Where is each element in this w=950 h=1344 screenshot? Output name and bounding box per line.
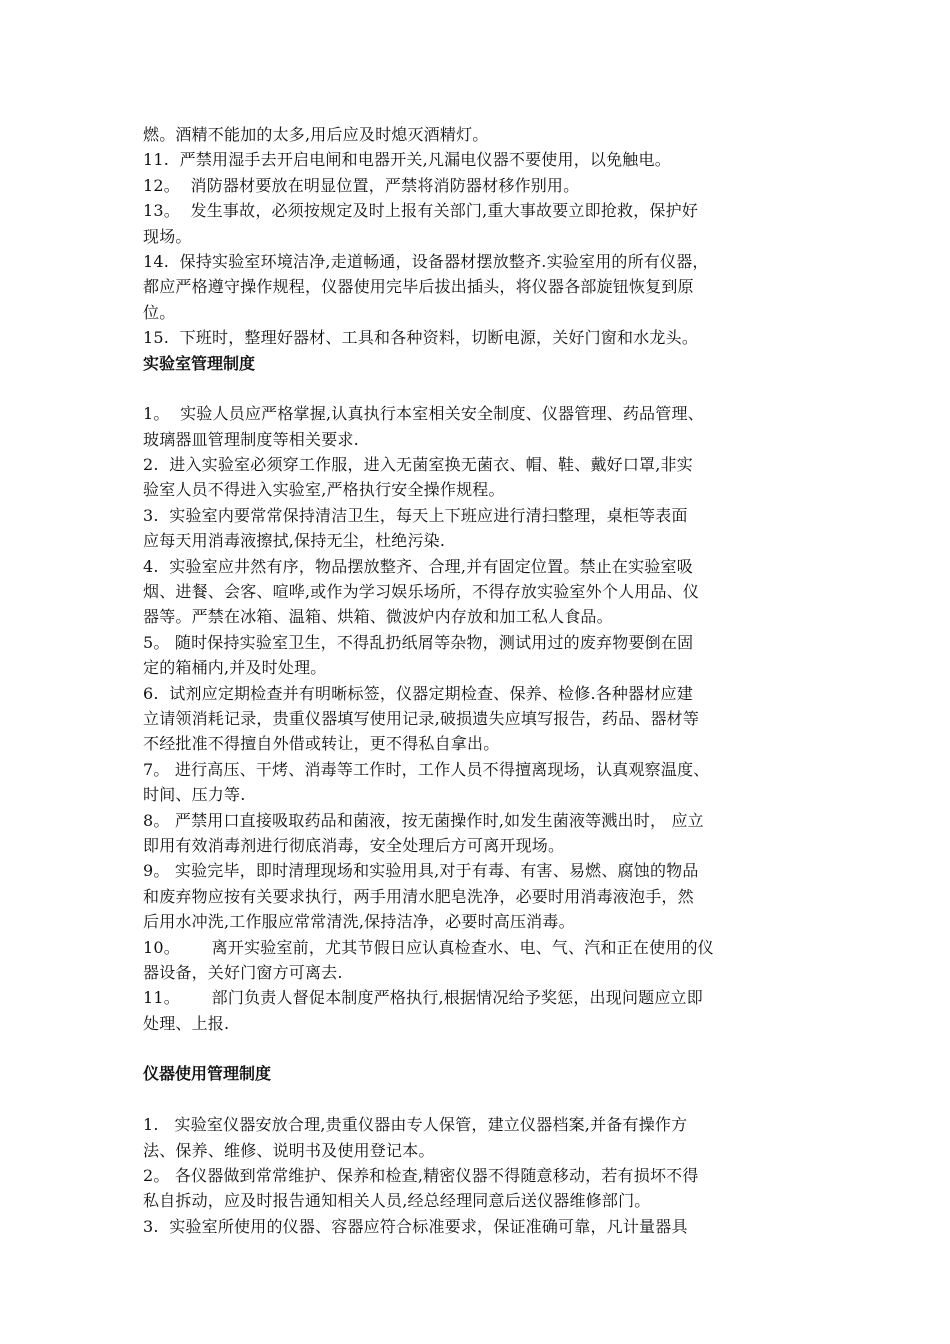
text-line: 器设备，关好门窗方可离去. xyxy=(143,962,343,982)
text-line: 15. 下班时，整理好器材、工具和各种资料，切断电源，关好门窗和水龙头。 xyxy=(143,328,699,348)
text-line: 4. 实验室应井然有序，物品摆放整齐、合理,并有固定位置。禁止在实验室吸 xyxy=(143,556,693,576)
text-line: 不经批准不得擅自外借或转让，更不得私自拿出。 xyxy=(143,734,500,754)
text-line: 8。 严禁用口直接吸取药品和菌液，按无菌操作时,如发生菌液等溅出时， 应立 xyxy=(143,810,704,830)
text-line: 定的箱桶内,并及时处理。 xyxy=(143,658,327,678)
text-line: 1. 实验室仪器安放合理,贵重仪器由专人保管，建立仪器档案,并备有操作方 xyxy=(143,1115,688,1135)
text-line: 14. 保持实验室环境洁净,走道畅通，设备器材摆放整齐.实验室用的所有仪器， xyxy=(143,251,709,271)
text-line: 3. 实验室内要常常保持清洁卫生，每天上下班应进行清扫整理，桌柜等表面 xyxy=(143,505,688,525)
spacer xyxy=(143,1087,823,1112)
section-safety-continued xyxy=(143,122,823,351)
text-line: 时间、压力等. xyxy=(143,785,246,805)
text-line: 器等。严禁在冰箱、温箱、烘箱、微波炉内存放和加工私人食品。 xyxy=(143,607,613,627)
text-line: 5。 随时保持实验室卫生，不得乱扔纸屑等杂物，测试用过的废弃物要倒在固 xyxy=(143,632,694,652)
text-line: 6. 试剂应定期检查并有明晰标签，仪器定期检查、保养、检修.各种器材应建 xyxy=(143,683,693,703)
text-line: 后用水冲洗,工作服应常常清洗,保持洁净，必要时高压消毒。 xyxy=(143,912,575,932)
text-line: 烟、进餐、会客、喧哗,或作为学习娱乐场所，不得存放实验室外个人用品、仪 xyxy=(143,582,700,602)
text-line: 立请领消耗记录，贵重仪器填写使用记录,破损遗失应填写报告，药品、器材等 xyxy=(143,708,700,728)
text-line: 11. 严禁用湿手去开启电闸和电器开关,凡漏电仪器不要使用，以免触电。 xyxy=(143,150,671,170)
text-line: 2. 进入实验室必须穿工作服，进入无菌室换无菌衣、帽、鞋、戴好口罩,非实 xyxy=(143,455,693,475)
section-title: 实验室管理制度 xyxy=(143,353,256,373)
text-line: 和废弃物应按有关要求执行，两手用清水肥皂洗净，必要时用消毒液泡手，然 xyxy=(143,886,694,906)
spacer xyxy=(143,1036,823,1061)
text-line: 11。 部门负责人督促本制度严格执行,根据情况给予奖惩，出现问题应立即 xyxy=(143,988,703,1008)
text-line: 即用有效消毒剂进行彻底消毒，安全处理后方可离开现场。 xyxy=(143,835,565,855)
text-line: 10。 离开实验室前，尤其节假日应认真检查水、电、气、汽和正在使用的仪 xyxy=(143,937,714,957)
text-line: 私自拆动，应及时报告通知相关人员,经总经理同意后送仪器维修部门。 xyxy=(143,1191,651,1211)
text-line: 13。 发生事故，必须按规定及时上报有关部门,重大事故要立即抢救，保护好 xyxy=(143,201,699,221)
text-line: 位。 xyxy=(143,302,176,322)
section-instrument-management xyxy=(143,1036,823,1239)
text-line: 应每天用消毒液擦拭,保持无尘，杜绝污染. xyxy=(143,531,446,551)
text-line: 处理、上报. xyxy=(143,1013,230,1033)
text-line: 3. 实验室所使用的仪器、容器应符合标准要求，保证准确可靠，凡计量器具 xyxy=(143,1216,688,1236)
text-line: 都应严格遵守操作规程，仪器使用完毕后拔出插头，将仪器各部旋钮恢复到原 xyxy=(143,277,694,297)
section-lab-management xyxy=(143,351,823,1037)
text-line: 燃。酒精不能加的太多,用后应及时熄灭酒精灯。 xyxy=(143,125,489,144)
spacer xyxy=(143,376,823,401)
text-line: 12。 消防器材要放在明显位置，严禁将消防器材移作别用。 xyxy=(143,175,580,195)
text-line: 玻璃器皿管理制度等相关要求. xyxy=(143,429,359,449)
text-line: 2。 各仪器做到常常维护、保养和检查,精密仪器不得随意移动，若有损坏不得 xyxy=(143,1166,699,1186)
section-title: 仪器使用管理制度 xyxy=(143,1064,272,1084)
text-line: 法、保养、维修、说明书及使用登记本。 xyxy=(143,1140,435,1160)
text-line: 9。 实验完毕，即时清理现场和实验用具,对于有毒、有害、易燃、腐蚀的物品 xyxy=(143,861,699,881)
text-line: 现场。 xyxy=(143,226,192,246)
text-line: 验室人员不得进入实验室,严格执行安全操作规程。 xyxy=(143,480,505,500)
text-line: 7。 进行高压、干烤、消毒等工作时，工作人员不得擅离现场，认真观察温度、 xyxy=(143,759,710,779)
text-line: 1。 实验人员应严格掌握,认真执行本室相关安全制度、仪器管理、药品管理、 xyxy=(143,404,704,424)
document-page xyxy=(143,122,823,1239)
